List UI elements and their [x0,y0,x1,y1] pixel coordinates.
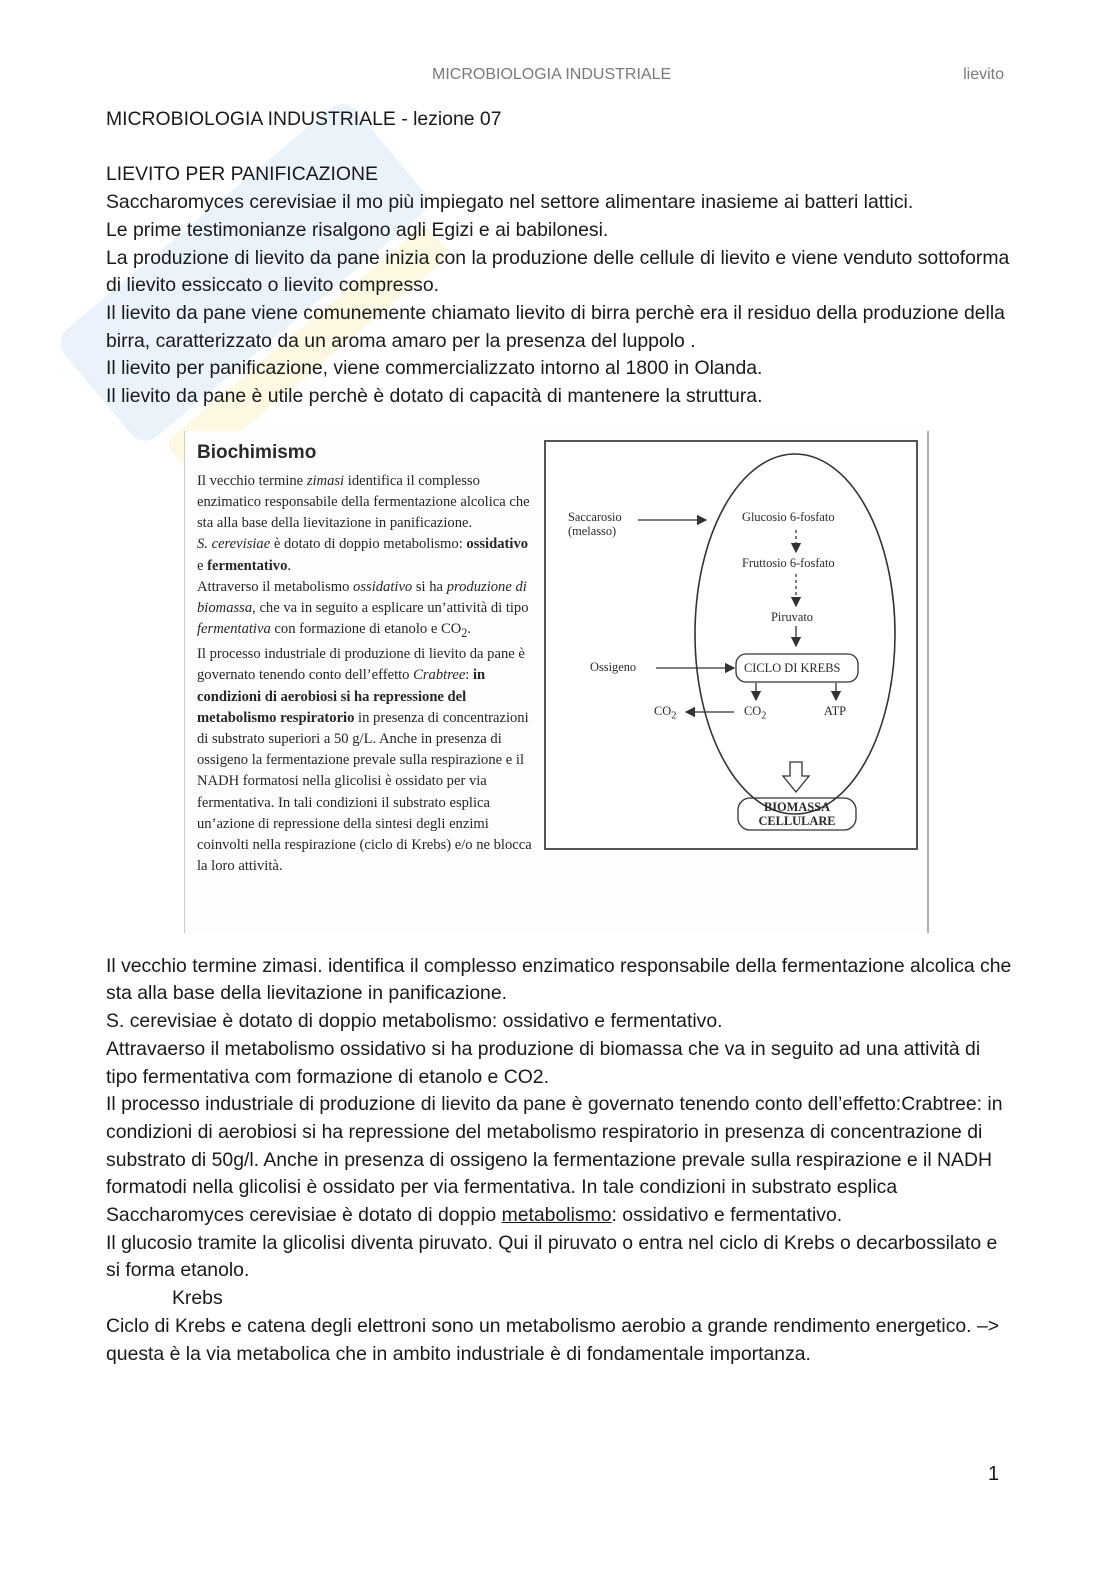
running-section: lievito [963,66,1004,83]
fruttosio-label: Fruttosio 6-fosfato [742,555,835,570]
figure-paragraph: Il processo industriale di produzione di lievito da pane è governato tenendo conto dell’effetto Crabtree: in condizioni di aerobiosi si ha repressione del metabolismo respiratorio in presenza di concentrazioni di substrato superiori a 50 g/L. Anche in presenza di ossigeno la fermentazione prevale sulla respirazione e il NADH formatosi nella glicolisi è ossidato per via fermentativa. In tali condizioni il substrato esplica un’azione di repressione della sintesi degli enzimi coinvolti nella respirazione (ciclo di Krebs) e/o ne blocca la loro attività. [197,646,532,875]
paragraph: S. cerevisiae è dotato di doppio metabolismo: ossidativo e fermentativo. [106,1010,723,1033]
biomassa-label: BIOMASSA CELLULARE [758,799,836,828]
metabolismo-link[interactable]: metabolismo [501,1204,612,1227]
paragraph: Ciclo di Krebs e catena degli elettroni sono un metabolismo aerobio a grande rendimento energetico. –> questa è la via metabolica che in ambito industriale è di fondamentale importanza. [106,1314,1000,1365]
running-title: MICROBIOLOGIA INDUSTRIALE [432,66,672,83]
cell-ellipse [695,454,895,814]
indented-word: Krebs [172,1287,223,1310]
paragraph: Il processo industriale di produzione di lievito da pane è governato tenendo conto dell’effetto:Crabtree: in condizioni di aerobiosi si ha repressione del metabolismo respiratorio in presenza di concentrazione di substrato di 50g/l. Anche in presenza di ossigeno la fermentazione prevale sulla respirazione e il NADH formatodi nella glicolisi è ossidato per via fermentativa. In tale condizioni in substrato esplica [106,1093,1003,1199]
figure-paragraph: Attraverso il metabolismo ossidativo si ha produzione di biomassa, che va in seguito a esplicare un’attività di tipo fermentativa con formazione di etanolo e $CO_2$. [197,578,529,641]
section-title: LIEVITO PER PANIFICAZIONE [106,163,378,186]
paragraph: Saccharomyces cerevisiae è dotato di doppio metabolismo: ossidativo e fermentativo. [106,1204,843,1227]
ossigeno-label: Ossigeno [590,659,637,674]
paragraph: Le prime testimonianze risalgono agli Egizi e ai babilonesi. [106,218,609,241]
paragraph: Attravaerso il metabolismo ossidativo si ha produzione di biomassa che va in seguito ad una attività di tipo fermentativa com formazione di etanolo e CO2. [106,1037,981,1088]
figure-paragraph: S. cerevisiae è dotato di doppio metabolismo: ossidativo e fermentativo. [197,536,529,574]
lecture-title: MICROBIOLOGIA INDUSTRIALE - lezione 07 [106,108,502,130]
metabolism-diagram [544,440,918,850]
paragraph: Il vecchio termine zimasi. identifica il complesso enzimatico responsabile della fermentazione alcolica che sta alla base della lievitazione in panificazione. [106,954,1012,1005]
paragraph: Il glucosio tramite la glicolisi diventa piruvato. Qui il piruvato o entra nel ciclo di Krebs o decarbossilato e si forma etanolo. [106,1231,998,1282]
glucosio-label: Glucosio 6-fosfato [742,509,835,524]
co2-left-label: $CO_2$ [654,703,677,722]
figure-title: Biochimismo [197,441,317,463]
paragraph: Il lievito da pane è utile perchè è dotato di capacità di mantenere la struttura. [106,385,763,408]
page-number: 1 [988,1463,1000,1485]
running-header [0,66,1116,90]
metabolism-diagram-lines [546,442,916,848]
paragraph: Saccharomyces cerevisiae il mo più impiegato nel settore alimentare inasieme ai batteri lattici. [106,191,914,214]
saccarosio-label: Saccarosio (melasso) [568,509,622,538]
paragraph: Il lievito per panificazione, viene commercializzato intorno al 1800 in Olanda. [106,357,763,380]
biochimismo-figure [184,431,929,933]
piruvato-label: Piruvato [771,609,813,624]
co2-mid-label: $CO_2$ [744,703,767,722]
document-body [106,106,1016,1368]
paragraph: La produzione di lievito da pane inizia con la produzione delle cellule di lievito e viene venduto sottoforma di lievito essiccato o lievito compresso. [106,246,1010,297]
figure-paragraph: Il vecchio termine zimasi identifica il complesso enzimatico responsabile della fermentazione alcolica che sta alla base della lievitazione in panificazione. [197,472,530,532]
figure-text [197,471,537,878]
atp-label: ATP [824,703,847,718]
krebs-label: CICLO DI KREBS [744,660,841,675]
paragraph: Il lievito da pane viene comunemente chiamato lievito di birra perchè era il residuo della produzione della birra, caratterizzato da un aroma amaro per la presenza del luppolo . [106,301,1005,352]
biomassa-hollow-arrow [783,762,809,792]
